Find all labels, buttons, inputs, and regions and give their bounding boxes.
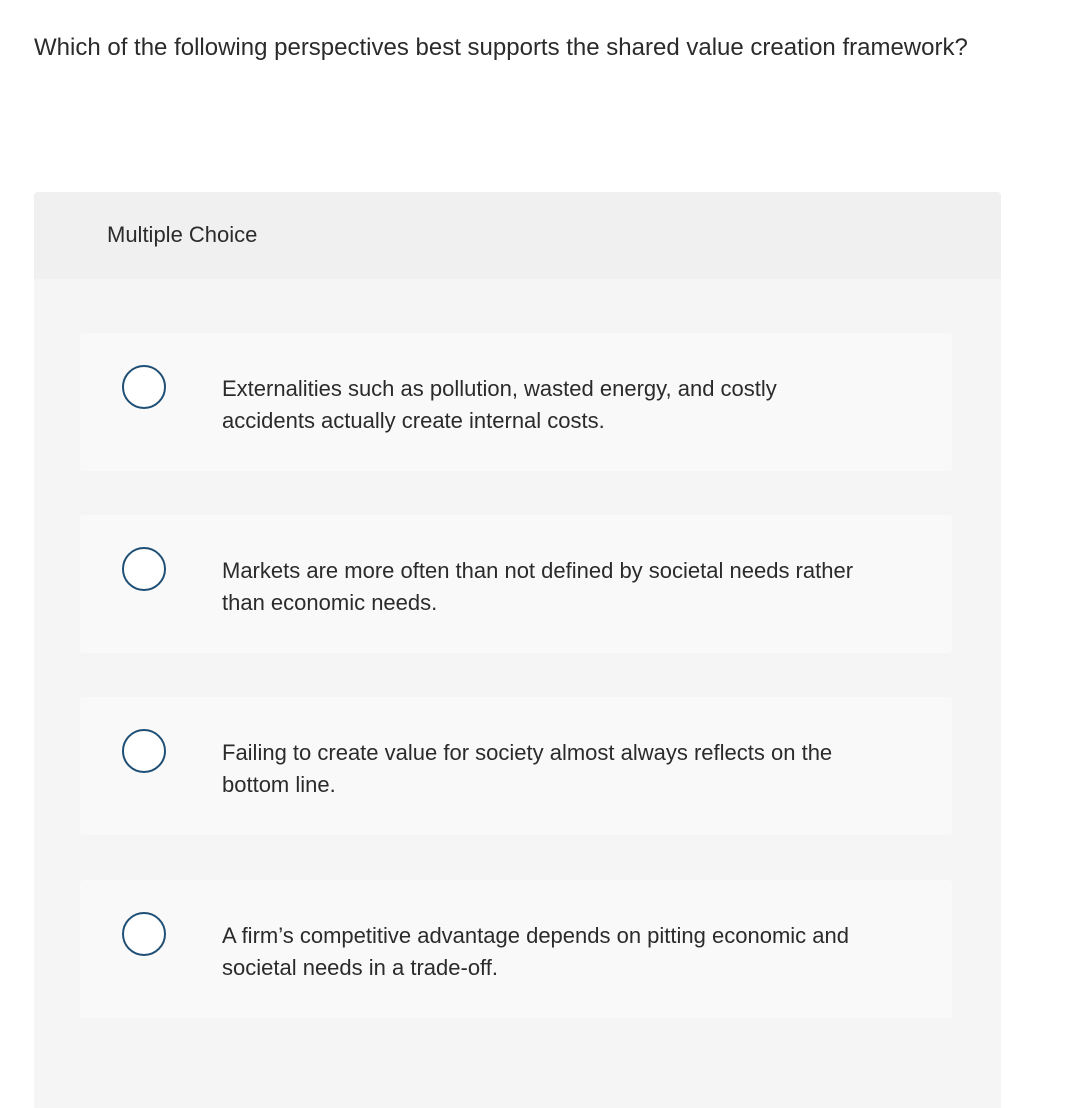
answer-option-label: Externalities such as pollution, wasted energy, and costly accidents actually create internal costs.: [222, 376, 777, 433]
question-text: Which of the following perspectives best supports the shared value creation framework?: [34, 34, 968, 61]
radio-button-icon[interactable]: [122, 912, 166, 956]
answer-option-label: A firm’s competitive advantage depends on pitting economic and societal needs in a trade-off.: [222, 923, 849, 980]
radio-button-icon[interactable]: [122, 547, 166, 591]
multiple-choice-panel: [34, 192, 1001, 1108]
radio-button-icon[interactable]: [122, 365, 166, 409]
answer-option-1[interactable]: [80, 333, 952, 471]
answer-option-4[interactable]: [80, 880, 952, 1018]
multiple-choice-header: [34, 192, 1001, 279]
answer-option-3[interactable]: [80, 697, 952, 835]
answer-option-label: Failing to create value for society almost always reflects on the bottom line.: [222, 740, 833, 797]
answer-option-2[interactable]: [80, 515, 952, 653]
radio-button-icon[interactable]: [122, 729, 166, 773]
multiple-choice-label: Multiple Choice: [107, 222, 258, 247]
answer-option-label: Markets are more often than not defined by societal needs rather than economic needs.: [222, 558, 854, 615]
